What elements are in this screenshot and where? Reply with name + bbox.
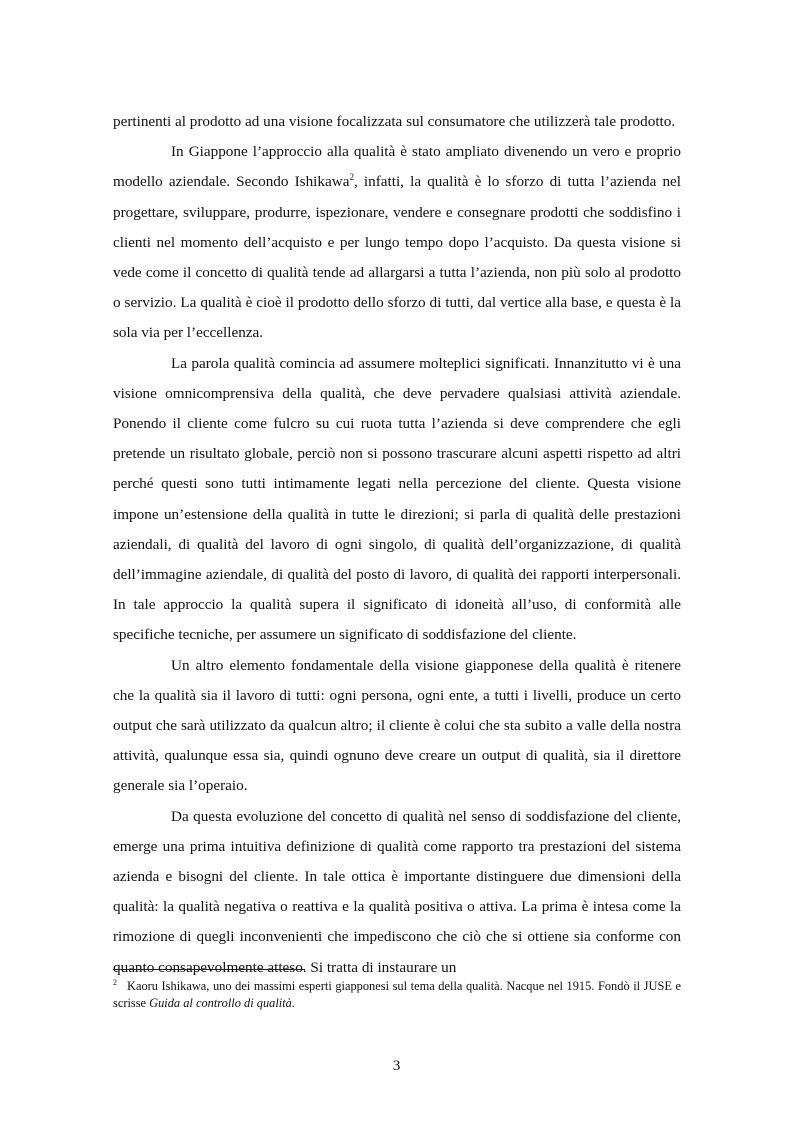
- footnote-text: Kaoru Ishikawa, uno dei massimi esperti giapponesi sul tema della qualità. Nacque nel 1915. Fondò il JUSE e scrisse: [113, 979, 681, 1010]
- paragraph-text: pertinenti al prodotto ad una visione focalizzata sul consumatore che utilizzerà tale prodotto.: [113, 113, 676, 130]
- footnote-book-title: Guida al controllo di qualità: [149, 996, 292, 1010]
- paragraph-text: La parola qualità comincia ad assumere molteplici significati. Innanzitutto vi è una visione omnicomprensiva della qualità, che deve pervadere qualsiasi attività aziendale. Ponendo il cliente come fulcro su cui ruota tutta l’azienda si deve comprendere che egli pretende un risultato globale, perciò non si possono trascurare alcuni aspetti rispetto ad altri perché questi sono tutti intimamente legati nella percezione del cliente. Questa visione impone un’estensione della qualità in tutte le direzioni; si parla di qualità delle prestazioni aziendali, di qualità del lavoro di ogni singolo, di qualità dell’organizzazione, di qualità dell’immagine aziendale, di qualità del posto di lavoro, di qualità dei rapporti interpersonali. In tale approccio la qualità supera il significato di idoneità all’uso, di conformità alle specifiche tecniche, per assumere un significato di soddisfazione del cliente.: [113, 354, 681, 644]
- paragraph-text: Un altro elemento fondamentale della visione giapponese della qualità è ritenere che la qualità sia il lavoro di tutti: ogni persona, ogni ente, a tutti i livelli, produce un certo output che sarà utilizzato da qualcun altro; il cliente è colui che sta subito a valle della nostra attività, qualunque essa sia, quindi ognuno deve creare un output di qualità, sia il direttore generale sia l’operaio.: [113, 656, 681, 795]
- footnote-divider: [113, 969, 305, 970]
- paragraph-continuation: [113, 107, 681, 137]
- footnote-reference[interactable]: 2: [349, 172, 354, 183]
- paragraph-quality-meanings: [113, 349, 681, 651]
- paragraph-quality-evolution: [113, 802, 681, 983]
- paragraph-japanese-vision: [113, 651, 681, 802]
- footnote-text-end: .: [291, 996, 295, 1010]
- paragraph-text: Da questa evoluzione del concetto di qualità nel senso di soddisfazione del cliente, emerge una prima intuitiva definizione di qualità come rapporto tra prestazioni del sistema azienda e bisogni del cliente. In tale ottica è importante distinguere due dimensioni della qualità: la qualità negativa o reattiva e la qualità positiva o attiva. La prima è intesa come la rimozione di quegli inconvenienti che impediscono che ciò che si ottiene sia conforme con quanto consapevolmente atteso. Si tratta di instaurare un: [113, 807, 681, 976]
- footnote: [113, 978, 681, 1012]
- paragraph-text: , infatti, la qualità è lo sforzo di tutta l’azienda nel progettare, sviluppare, produrre, ispezionare, vendere e consegnare prodotti che soddisfino i clienti nel momento dell’acquisto e per lungo tempo dopo l’acquisto. Da questa visione si vede come il concetto di qualità tende ad allargarsi a tutta l’azienda, non più solo al prodotto o servizio. La qualità è cioè il prodotto dello sforzo di tutti, dal vertice alla base, e questa è la sola via per l’eccellenza.: [113, 173, 682, 342]
- page-number: 3: [392, 1057, 401, 1074]
- paragraph-text: In Giappone l’approccio alla qualità è stato ampliato divenendo un vero e proprio modello aziendale. Secondo Ishikawa: [113, 143, 681, 191]
- footnote-number: 2: [113, 978, 117, 987]
- paragraph-japan-approach: [113, 137, 681, 348]
- page-body: [113, 107, 681, 983]
